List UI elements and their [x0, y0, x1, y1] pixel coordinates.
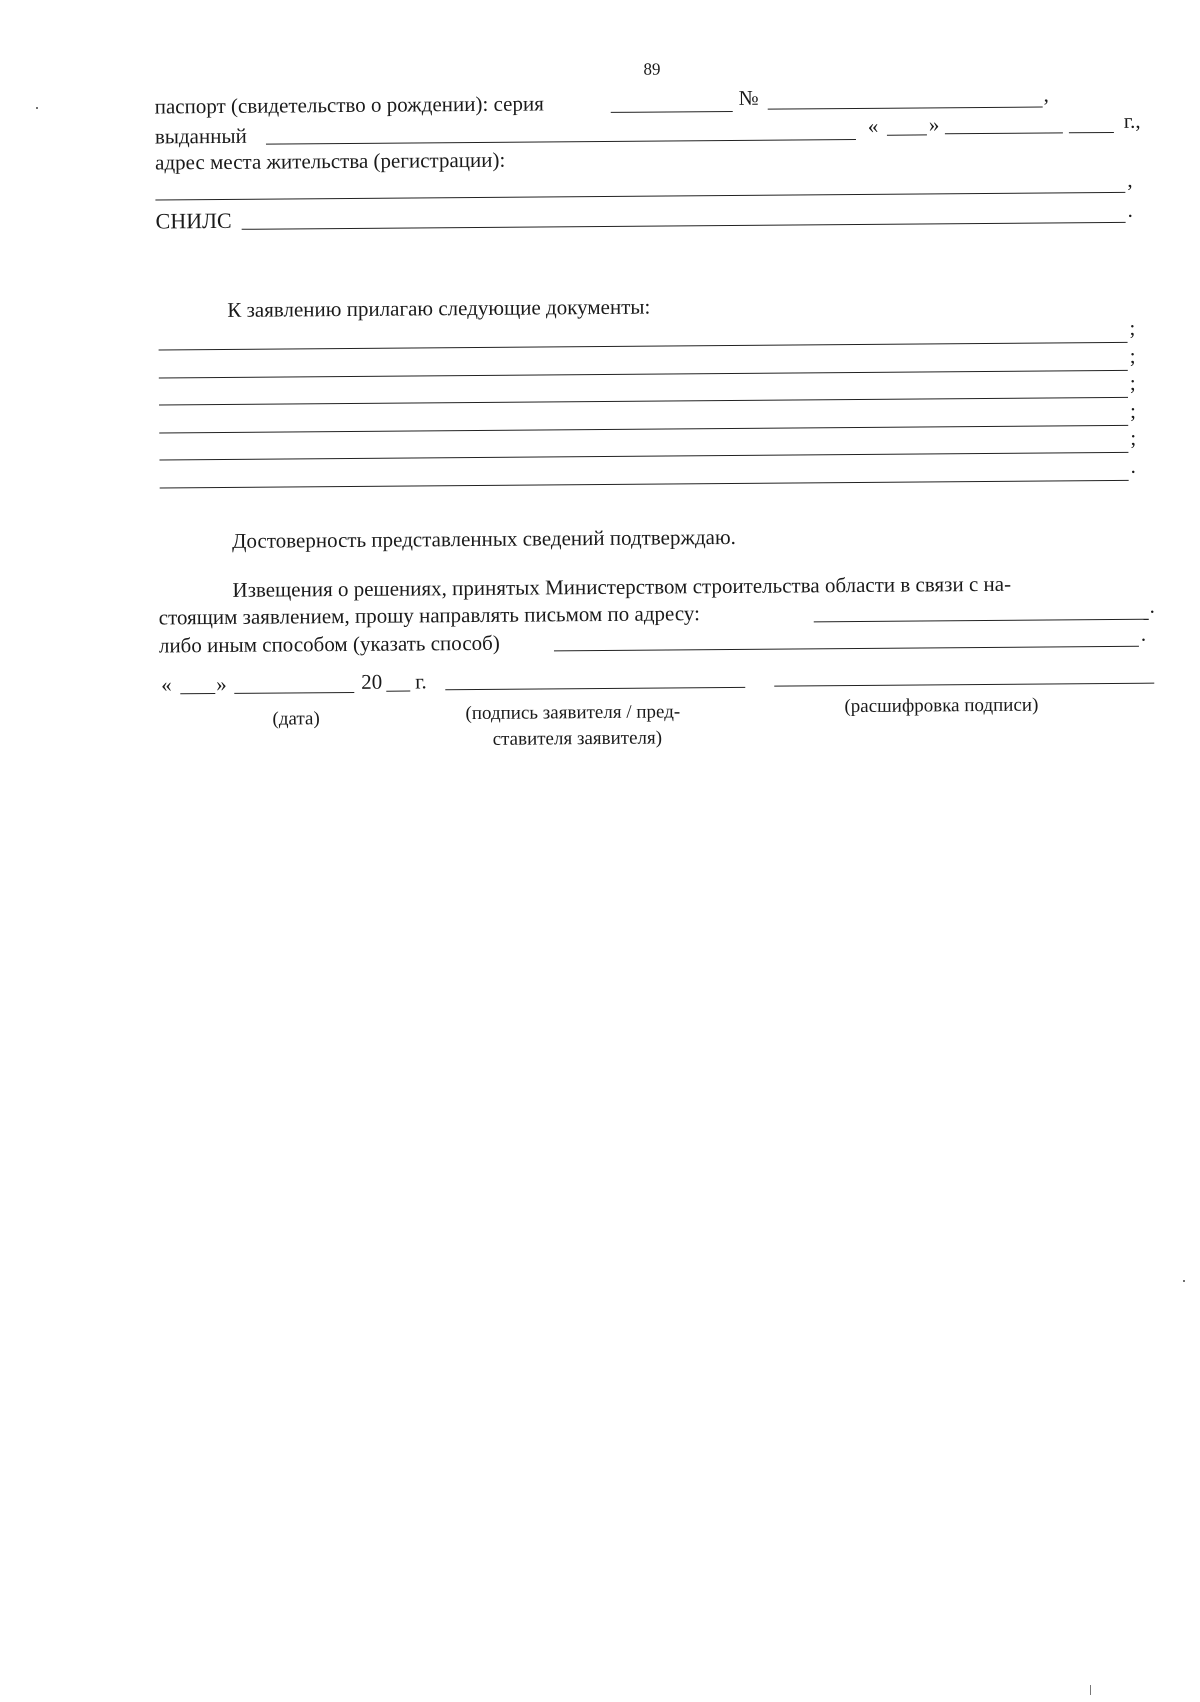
notice-line-1: Извещения о решениях, принятых Министерством строительства области в связи с на- — [232, 571, 1012, 602]
page-number: 89 — [643, 59, 661, 79]
sign-year-field[interactable] — [386, 690, 410, 691]
address-end-mark: , — [1127, 167, 1133, 192]
date-caption: (дата) — [272, 708, 320, 730]
document-line-3-mark: ; — [1129, 370, 1136, 395]
issue-month-field[interactable] — [945, 132, 1063, 134]
document-line-2-mark: ; — [1129, 343, 1136, 368]
scan-speck — [1183, 1280, 1185, 1282]
issued-label: выданный — [154, 123, 247, 149]
document-line-2[interactable] — [159, 370, 1128, 379]
document-line-5[interactable] — [159, 452, 1128, 461]
scan-mark — [1090, 1685, 1091, 1695]
signature-decode-field[interactable] — [774, 683, 1154, 687]
passport-number-field[interactable] — [768, 107, 1043, 110]
snils-end-mark: . — [1127, 197, 1133, 222]
notice-line-2: стоящим заявлением, прошу направлять письмом по адресу: — [158, 601, 701, 630]
sign-date-open-quote: « — [161, 672, 172, 697]
document-line-1[interactable] — [159, 342, 1128, 351]
confirmation-text: Достоверность представленных сведений подтверждаю. — [232, 524, 736, 553]
snils-field[interactable] — [242, 222, 1126, 230]
notice-line-3-end: . — [1140, 621, 1147, 646]
sign-year-suffix: г. — [415, 669, 427, 694]
document-line-6[interactable] — [160, 480, 1129, 489]
snils-label: СНИЛС — [155, 207, 232, 234]
issue-year-field[interactable] — [1069, 132, 1114, 133]
passport-label: паспорт (свидетельство о рождении): серия — [154, 91, 544, 119]
notice-method-field[interactable] — [554, 646, 1139, 652]
signature-field[interactable] — [445, 687, 745, 690]
document-line-3[interactable] — [159, 397, 1128, 406]
signature-caption-line-1: (подпись заявителя / пред- — [465, 701, 681, 725]
notice-line-2-end: . — [1149, 593, 1155, 618]
issue-year-suffix: г., — [1123, 108, 1141, 133]
document-line-6-mark: . — [1130, 453, 1136, 478]
document-line-5-mark: ; — [1130, 425, 1137, 450]
sign-day-field[interactable] — [180, 693, 215, 694]
issue-date-close-quote: » — [928, 112, 940, 137]
document-line-4[interactable] — [159, 425, 1128, 434]
address-field[interactable] — [155, 192, 1125, 201]
sign-month-field[interactable] — [234, 692, 354, 694]
signature-caption-line-2: ставителя заявителя) — [492, 727, 663, 750]
decode-caption: (расшифровка подписи) — [844, 694, 1039, 718]
issue-date-open-quote: « — [867, 113, 879, 138]
notice-line-3: либо иным способом (указать способ) — [158, 630, 500, 658]
notice-address-field[interactable] — [814, 619, 1149, 623]
issue-day-field[interactable] — [887, 134, 927, 135]
document-line-4-mark: ; — [1130, 398, 1137, 423]
address-label: адрес места жительства (регистрации): — [155, 147, 506, 175]
document-line-1-mark: ; — [1129, 315, 1136, 340]
scan-speck — [36, 107, 38, 109]
issued-by-field[interactable] — [266, 139, 856, 145]
passport-series-field[interactable] — [611, 111, 733, 113]
passport-comma: , — [1043, 82, 1049, 107]
documents-intro: К заявлению прилагаю следующие документы: — [227, 294, 651, 322]
sign-year-prefix: 20 — [361, 669, 383, 694]
number-sign: № — [738, 85, 759, 110]
sign-date-close-quote: » — [216, 671, 227, 697]
